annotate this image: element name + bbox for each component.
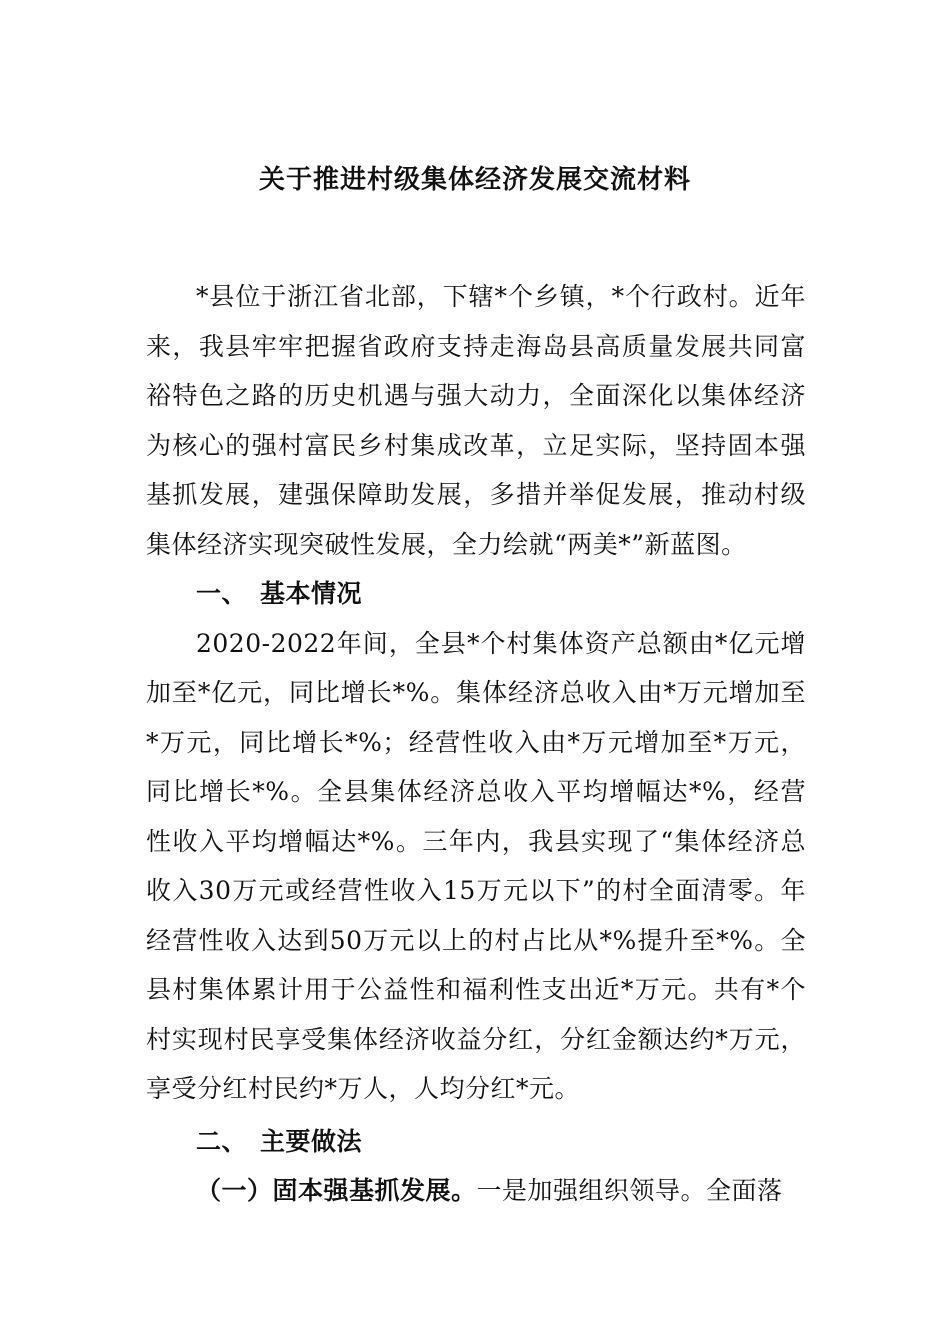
section-heading-main-practices <box>146 1117 806 1167</box>
section-heading-basic-situation <box>146 569 806 619</box>
subsection-lead: （一）固本强基抓发展。 <box>196 1176 477 1205</box>
section-heading-text: 基本情况 <box>260 579 363 608</box>
subsection-paragraph <box>146 1166 806 1216</box>
section-number: 二、 <box>196 1126 248 1156</box>
intro-paragraph: *县位于浙江省北部，下辖*个乡镇，*个行政村。近年来，我县牢牢把握省政府支持走海岛县高质量发展共同富裕特色之路的历史机遇与强大动力，全面深化以集体经济为核心的强村富民乡村集成改革，立足实际，坚持固本强基抓发展，建强保障助发展，多措并举促发展，推动村级集体经济实现突破性发展，全力绘就“两美*”新蓝图。 <box>146 282 806 559</box>
document-body <box>146 272 806 1216</box>
document-title: 关于推进村级集体经济发展交流材料 <box>258 165 691 195</box>
section-heading-text: 主要做法 <box>260 1126 363 1156</box>
section-number: 一、 <box>196 579 248 608</box>
subsection-text: 一是加强组织领导。全面落 <box>476 1176 783 1205</box>
basic-situation-paragraph: 2020-2022年间，全县*个村集体资产总额由*亿元增加至*亿元，同比增长*%。集体经济总收入由*万元增加至*万元，同比增长*%；经营性收入由*万元增加至*万元，同比增长*%。全县集体经济总收入平均增幅达*%，经营性收入平均增幅达*%。三年内，我县实现了“集体经济总收入30万元或经营性收入15万元以下”的村全面清零。年经营性收入达到50万元以上的村占比从*%提升至*%。全县村集体累计用于公益性和福利性支出近*万元。共有*个村实现村民享受集体经济收益分红，分红金额达约*万元，享受分红村民约*万人，人均分红*元。 <box>146 628 806 1103</box>
